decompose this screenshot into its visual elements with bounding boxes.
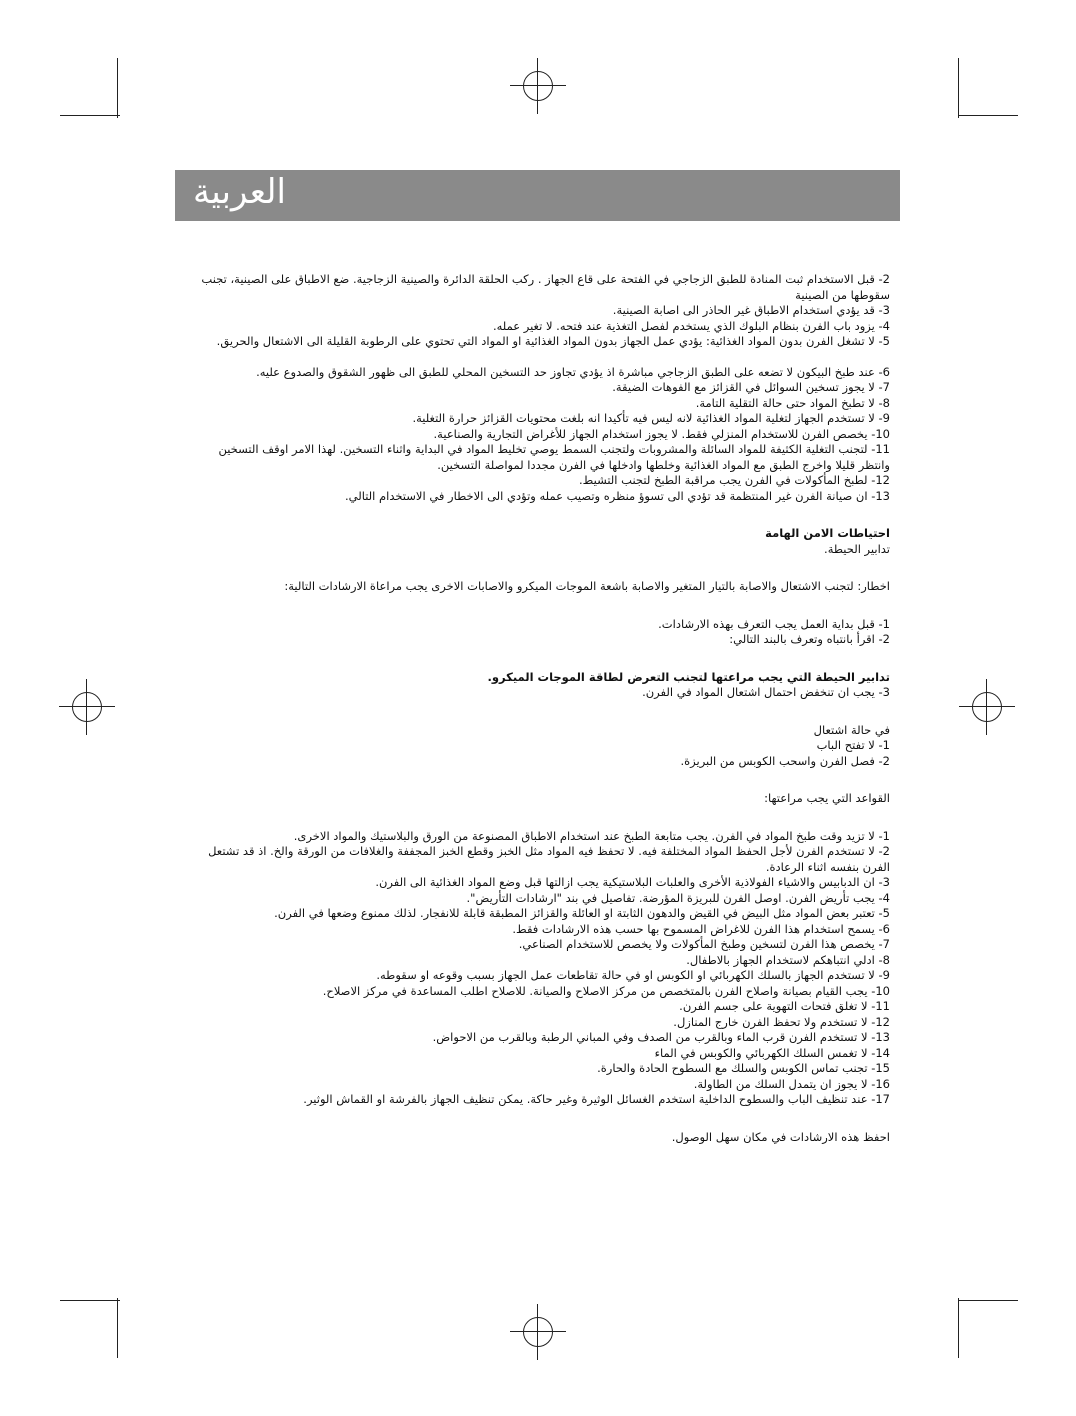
list-item: 17- عند تنظيف الباب والسطوح الداخلية استخدم الغسائل الوثيرة وغير حاكة. يمكن تنظيف الجهاز بالفرشة او القماش الوثير. [303,1092,890,1106]
precautions-list-b [185,365,890,505]
warning-text: اخطار: لتجنب الاشتعال والاصابة بالتيار المتغير والاصابة باشعة الموجات الميكرو والاصابات الاخرى يجب مراعاة الارشادات التالية: [284,579,890,593]
list-item: 1- لا تفتح الباب [816,738,890,752]
banner-title: العربية [193,172,286,212]
crop-mark [117,1298,118,1358]
list-item: 1- لا تزيد وقت طبخ المواد في الفرن. يجب متابعة الطبخ عند استخدام الاطباق المصنوعة من الورق والبلاستيك والمواد الاخرى. [293,828,890,843]
list-item: 16- لا يجوز ان يتمدل السلك من الطاولة. [693,1076,890,1091]
list-item: 2- اقرأ بانتباه وتعرف بالبند التالي: [729,632,890,646]
list-item: 7- لا يجوز تسخين السوائل في القزائز مع الفوهات الضيقة. [612,380,890,394]
registration-mark-icon [72,692,102,722]
list-item: 10- يخصص الفرن للاستخدام المنزلي فقط. لا يجوز استخدام الجهاز للأغراض التجارية والصناعية. [433,426,890,441]
list-item: 13- ان صيانة الفرن غير المنتظمة قد تؤدي الى تسوؤ منظره وتصيب عمله وتؤدي الى الاخطار في الاستخدام التالي. [344,488,890,503]
list-item: 3- ان الدبابيس والاشياء الفولاذية الأخرى والعلبات البلاستيكية يجب ازالتها قبل وضع المواد الغذائية الى الفرن. [375,875,890,889]
list-item: 6- عند طبخ البيكون لا تضعه على الطبق الزجاجي مباشرة اذ يؤدي تجاوز حد التسخين المحلي للطبق الى ظهور الشقوق والصدوع عليه. [256,364,890,379]
list-item: 4- يجب تأريض الفرن. اوصل الفرن للبريزة المؤرضة. تفاصيل في بند "ارشادات التأريض". [466,890,890,905]
registration-mark-icon [523,71,553,101]
document-body [185,272,890,1145]
list-item: 14- لا تغمس السلك الكهربائي والكوبس في الماء [654,1045,890,1060]
rules-heading: القواعد التي يجب مراعتها: [764,791,890,805]
list-item: 11- لا تغلق فتحات التهوية على جسم الفرن. [679,999,890,1013]
list-item: 1- قبل بداية العمل يجب التعرف بهذه الارشادات. [658,616,890,631]
list-item: 12- لا تستخدم ولا تحفظ الفرن خارج المنازل. [673,1014,890,1029]
list-item: 5- لا تشغل الفرن بدون المواد الغذائية: يؤدي عمل الجهاز بدون المواد الغذائية او المواد التي تحتوي على الرطوبة القليلة الى الاشتعال والحريق. [216,334,890,348]
list-item: 9- لا تستخدم الجهاز بالسلك الكهربائي او الكوبس او في حالة تقاطعات عمل الجهاز بسبب وقوعه او سقوطه. [376,968,890,982]
list-item: 10- يجب القيام بصيانة واصلاح الفرن بالمتخصص من مركز الاصلاح والصيانة. للاصلاح اطلب المساعدة في مركز الاصلاح. [322,983,890,998]
list-item: 13- لا تستخدم الفرن قرب الماء وبالقرب من الصدف وفي المباني الرطبة وبالقرب من الاحواض. [432,1030,890,1044]
list-item: 5- تعتبر بعض المواد مثل البيض في القيض والدهون الثابتة او العائلة والقزائز المطبقة قابلة للانفجار. لذلك ممنوع وضعها في الفرن. [274,906,890,920]
microwave-heading: تدابير الحيطة التي يجب مراعتها لتجنب التعرض لطاقة الموجات الميكرو. [487,669,890,684]
list-item: 2- فصل الفرن واسحب الكوبس من البريزة. [680,753,890,768]
registration-mark-icon [972,692,1002,722]
language-banner [175,170,900,221]
crop-mark [958,1300,1018,1301]
list-item: 3- قد يؤدي استخدام الاطباق غير الحاذر الى اصابة الصينية. [612,303,890,317]
crop-mark [958,1298,959,1358]
list-item: 6- يسمح استخدام هذا الفرن للاغراض المسموح بها حسب هذه الارشادات فقط. [512,921,890,936]
crop-mark [60,1300,120,1301]
footer-note: احفظ هذه الارشادات في مكان سهل الوصول. [671,1129,890,1144]
list-item: 12- لطبخ المأكولات في الفرن يجب مراقبة الطبخ لتجنب التشيط. [579,473,890,487]
crop-mark [60,115,120,116]
crop-mark [958,115,1018,116]
safety-heading: احتياطات الامن الهامة [765,526,890,540]
list-item: 8- ادلي انتباهكم لاستخدام الجهاز بالاطفال. [686,952,890,967]
registration-mark-icon [523,1317,553,1347]
list-item: 2- لا تستخدم الفرن لأجل الحفظ المواد المختلفة فيه. لا تحفظ فيه المواد مثل الخبز وقطع الخبز المجففة والغلافات من الورقة والخ. اذ قد تشتعل الفرن بنفسه اثناء الرعادة. [208,844,890,874]
list-item: 4- يزود باب الفرن بنظام البلوك الذي يستخدم لفصل التغذية عند فتحه. لا تغير عمله. [492,318,890,333]
list-item: 7- يخصص هذا الفرن لتسخين وطبخ المأكولات ولا يخصص للاستخدام الصناعي. [518,937,890,951]
rules-list [185,829,890,1108]
list-item: 8- لا تطبخ المواد حتى حالة التقلية التامة. [695,395,890,410]
fire-heading: في حالة اشتعال [813,722,890,737]
list-item: 15- تجنب تماس الكوبس والسلك مع السطوح الحادة والحارة. [597,1061,890,1075]
list-item: 2- قبل الاستخدام ثبت المنادة للطبق الزجاجي في الفتحة على قاع الجهاز . ركب الحلقة الدائرة والصينية الزجاجية. ضع الاطباق على الصينية، تجنب سقوطها من الصينية [201,272,890,302]
crop-mark [117,58,118,118]
safety-subheading: تدابير الحيطة. [824,541,890,556]
precautions-list-a [185,272,890,350]
list-item: 11- لتجنب التغلية الكثيفة للمواد السائلة والمشروبات ولتجنب السمط يوصي تخليط المواد في البداية واثناء التسخين. لهذا الامر اوقف التسخين وانتظر قليلا واخرج الطبق مع المواد الغذائية وخلطها وادخلها في الفرن مجددا لمواصلة التسخين. [218,442,890,472]
list-item: 3- يجب ان تنخفض احتمال اشتعال المواد في الفرن. [642,685,890,699]
list-item: 9- لا تستخدم الجهاز لتغلية المواد الغذائية لانه ليس فيه تأكيدا انه بلغت محتويات القزائز حرارة التغلية. [412,411,890,425]
crop-mark [958,58,959,118]
